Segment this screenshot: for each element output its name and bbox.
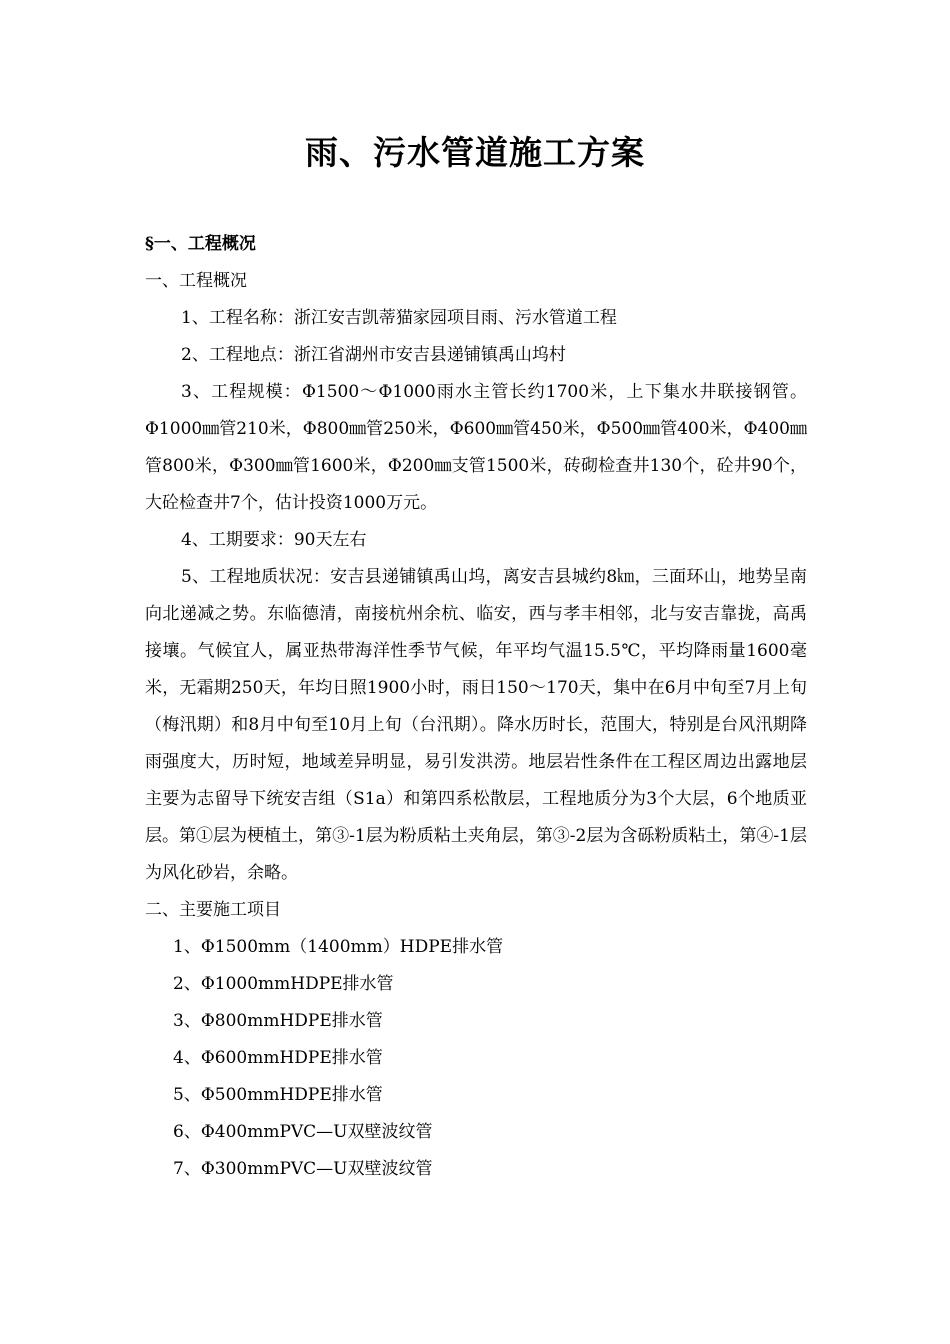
paragraph-project-scale: 3、工程规模：Φ1500～Φ1000雨水主管长约1700米，上下集水井联接钢管。Φ1000㎜管210米，Φ800㎜管250米，Φ600㎜管450米，Φ500㎜管400米，Φ400㎜管800米，Φ300㎜管1600米，Φ200㎜支管1500米，砖砌检查井130个，砼井90个，大砼检查井7个，估计投资1000万元。 — [145, 382, 807, 513]
list-item: 3、Φ800mmHDPE排水管 — [173, 1011, 383, 1031]
subheading-main-items: 二、主要施工项目 — [145, 900, 281, 920]
list-item: 1、Φ1500mm（1400mm）HDPE排水管 — [173, 937, 504, 957]
section-heading: §一、工程概况 — [145, 234, 256, 254]
list-item: 2、Φ1000mmHDPE排水管 — [173, 974, 394, 994]
list-item: 4、Φ600mmHDPE排水管 — [173, 1048, 383, 1068]
paragraph-project-location: 2、工程地点：浙江省湖州市安吉县递铺镇禹山坞村 — [181, 345, 566, 365]
list-item: 6、Φ400mmPVC—U双壁波纹管 — [173, 1122, 433, 1142]
document-title: 雨、污水管道施工方案 — [305, 133, 645, 172]
list-item: 5、Φ500mmHDPE排水管 — [173, 1085, 383, 1105]
document-body — [145, 263, 807, 1188]
paragraph-schedule: 4、工期要求：90天左右 — [181, 530, 367, 550]
list-item: 7、Φ300mmPVC—U双壁波纹管 — [173, 1159, 433, 1179]
paragraph-geology: 5、工程地质状况：安吉县递铺镇禹山坞，离安吉县城约8㎞，三面环山，地势呈南向北递减之势。东临德清，南接杭州余杭、临安，西与孝丰相邻，北与安吉靠拢，高禹接壤。气候宜人，属亚热带海洋性季节气候，年平均气温15.5℃，平均降雨量1600毫米，无霜期250天，年均日照1900小时，雨日150～170天，集中在6月中旬至7月上旬（梅汛期）和8月中旬至10月上旬（台汛期）。降水历时长，范围大，特别是台风汛期降雨强度大，历时短，地域差异明显，易引发洪涝。地层岩性条件在工程区周边出露地层主要为志留导下统安吉组（S1a）和第四系松散层，工程地质分为3个大层，6个地质亚层。第①层为梗植土，第③-1层为粉质粘土夹角层，第③-2层为含砾粉质粘土，第④-1层为风化砂岩，余略。 — [145, 567, 807, 883]
subheading-project-overview: 一、工程概况 — [145, 271, 247, 291]
paragraph-project-name: 1、工程名称：浙江安吉凯蒂猫家园项目雨、污水管道工程 — [181, 308, 617, 328]
